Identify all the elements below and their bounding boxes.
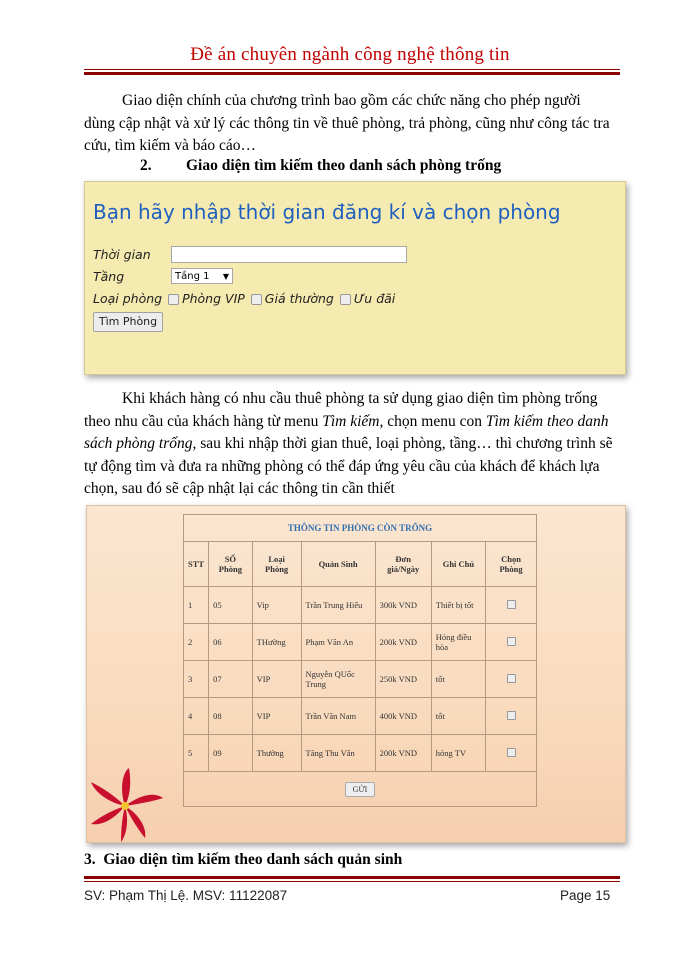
table-row — [184, 661, 537, 698]
cell-manager: Nguyễn QUốc Trung — [301, 661, 375, 698]
cell-note: tốt — [431, 698, 485, 735]
cell-note: hỏng TV — [431, 735, 485, 772]
select-room-checkbox[interactable] — [507, 600, 516, 609]
search-form-screenshot — [84, 181, 626, 375]
flower-decoration-icon — [87, 760, 177, 842]
section-3-title: Giao diện tìm kiếm theo danh sách quản sinh — [103, 851, 403, 868]
cell-stt: 4 — [184, 698, 209, 735]
cell-stt: 5 — [184, 735, 209, 772]
room-type-row — [93, 291, 395, 306]
cell-room-type: Vip — [252, 587, 301, 624]
cell-manager: Trần Văn Nam — [301, 698, 375, 735]
col-header-manager: Quản Sinh — [301, 542, 375, 587]
table-row — [184, 624, 537, 661]
cell-select — [486, 698, 537, 735]
col-header-note: Ghi Chú — [431, 542, 485, 587]
select-room-checkbox[interactable] — [507, 637, 516, 646]
desc-menu-search: Tìm kiếm, — [322, 412, 384, 430]
col-header-room-number: SỐ Phòng — [209, 542, 253, 587]
cell-room-number: 09 — [209, 735, 253, 772]
floor-label: Tầng — [93, 269, 125, 284]
col-header-select: Chọn Phòng — [486, 542, 537, 587]
table-footer — [184, 772, 537, 807]
footer-student-info: SV: Phạm Thị Lệ. MSV: 11122087 — [84, 888, 288, 903]
desc-text-2: chọn menu con — [383, 412, 486, 430]
cell-room-number: 08 — [209, 698, 253, 735]
cell-price: 400k VND — [375, 698, 431, 735]
table-row — [184, 587, 537, 624]
cell-select — [486, 587, 537, 624]
table-row — [184, 698, 537, 735]
cell-room-type: VIP — [252, 698, 301, 735]
available-rooms-screenshot — [86, 505, 626, 843]
cell-room-type: VIP — [252, 661, 301, 698]
footer-page-number: Page 15 — [560, 888, 611, 903]
section-2-title: Giao diện tìm kiếm theo danh sách phòng trống — [186, 157, 502, 174]
select-room-checkbox[interactable] — [507, 748, 516, 757]
select-room-checkbox[interactable] — [507, 711, 516, 720]
cell-price: 200k VND — [375, 624, 431, 661]
cell-manager: Phạm Văn An — [301, 624, 375, 661]
chevron-down-icon: ▼ — [222, 272, 229, 281]
regular-price-checkbox[interactable] — [251, 294, 262, 305]
search-room-button[interactable]: Tìm Phòng — [93, 312, 163, 332]
discount-option-label: Ưu đãi — [353, 291, 396, 306]
vip-checkbox[interactable] — [168, 294, 179, 305]
floor-select-value: Tầng 1 — [175, 271, 210, 282]
select-room-checkbox[interactable] — [507, 674, 516, 683]
cell-note: Thiết bị tốt — [431, 587, 485, 624]
intro-text: Giao diện chính của chương trình bao gồm các chức năng cho phép người dùng cập nhật và xử lý các thông tin về thuê phòng, trả phòng, cũng như công tác tra cứu, tìm kiếm và báo cáo… — [84, 92, 610, 154]
desc-text-3: sau khi nhập thời gian thuê, loại phòng, tầng… thì chương trình sẽ tự động tìm và đưa ra những phòng có thể đáp ứng yêu cầu của khách để khách lựa chọn, sau đó sẽ cập nhật lại các thông tin cần thiết — [84, 435, 613, 497]
room-type-label: Loại phòng — [93, 291, 163, 306]
desc-submenu: Tìm kiếm theo danh sách phòng trống, — [84, 412, 609, 452]
section-2-number: 2. — [140, 157, 152, 174]
cell-note: Hỏng điều hòa — [431, 624, 485, 661]
cell-select — [486, 624, 537, 661]
cell-manager: Trần Trung Hiếu — [301, 587, 375, 624]
cell-manager: Tăng Thu Vân — [301, 735, 375, 772]
regular-price-option-label: Giá thường — [264, 291, 334, 306]
submit-button[interactable]: GỬI — [345, 782, 376, 797]
header-rule-thick — [84, 72, 620, 75]
intro-paragraph — [84, 90, 614, 158]
cell-stt: 1 — [184, 587, 209, 624]
table-header-row — [184, 542, 537, 587]
time-input[interactable] — [171, 246, 407, 263]
cell-price: 300k VND — [375, 587, 431, 624]
cell-select — [486, 661, 537, 698]
col-header-room-type: Loại Phòng — [252, 542, 301, 587]
cell-room-type: Thường — [252, 735, 301, 772]
description-paragraph — [84, 388, 614, 501]
cell-room-number: 06 — [209, 624, 253, 661]
section-2-heading — [140, 157, 501, 175]
vip-option-label: Phòng VIP — [182, 291, 245, 306]
section-3-heading — [84, 851, 402, 869]
cell-stt: 3 — [184, 661, 209, 698]
col-header-stt: STT — [184, 542, 209, 587]
available-rooms-table — [183, 514, 537, 807]
col-header-price: Đơn giá/Ngày — [375, 542, 431, 587]
cell-note: tốt — [431, 661, 485, 698]
floor-select[interactable] — [171, 268, 233, 284]
table-caption: THÔNG TIN PHÒNG CÒN TRỐNG — [184, 515, 537, 542]
section-3-number: 3. — [84, 851, 96, 868]
page-header-title: Đề án chuyên ngành công nghệ thông tin — [190, 44, 510, 65]
desc-text-1: Khi khách hàng có nhu cầu thuê phòng ta sử dụng giao diện tìm phòng trống theo nhu cầu của khách hàng từ menu — [84, 390, 598, 430]
cell-price: 200k VND — [375, 735, 431, 772]
cell-room-number: 07 — [209, 661, 253, 698]
table-row — [184, 735, 537, 772]
cell-select — [486, 735, 537, 772]
footer-rule-thick — [84, 876, 620, 879]
footer-rule-thin — [84, 881, 620, 882]
form-title: Bạn hãy nhập thời gian đăng kí và chọn phòng — [93, 200, 561, 224]
cell-price: 250k VND — [375, 661, 431, 698]
header-rule-thin — [84, 69, 620, 70]
time-label: Thời gian — [93, 247, 151, 262]
cell-room-number: 05 — [209, 587, 253, 624]
cell-stt: 2 — [184, 624, 209, 661]
discount-checkbox[interactable] — [340, 294, 351, 305]
cell-room-type: THường — [252, 624, 301, 661]
